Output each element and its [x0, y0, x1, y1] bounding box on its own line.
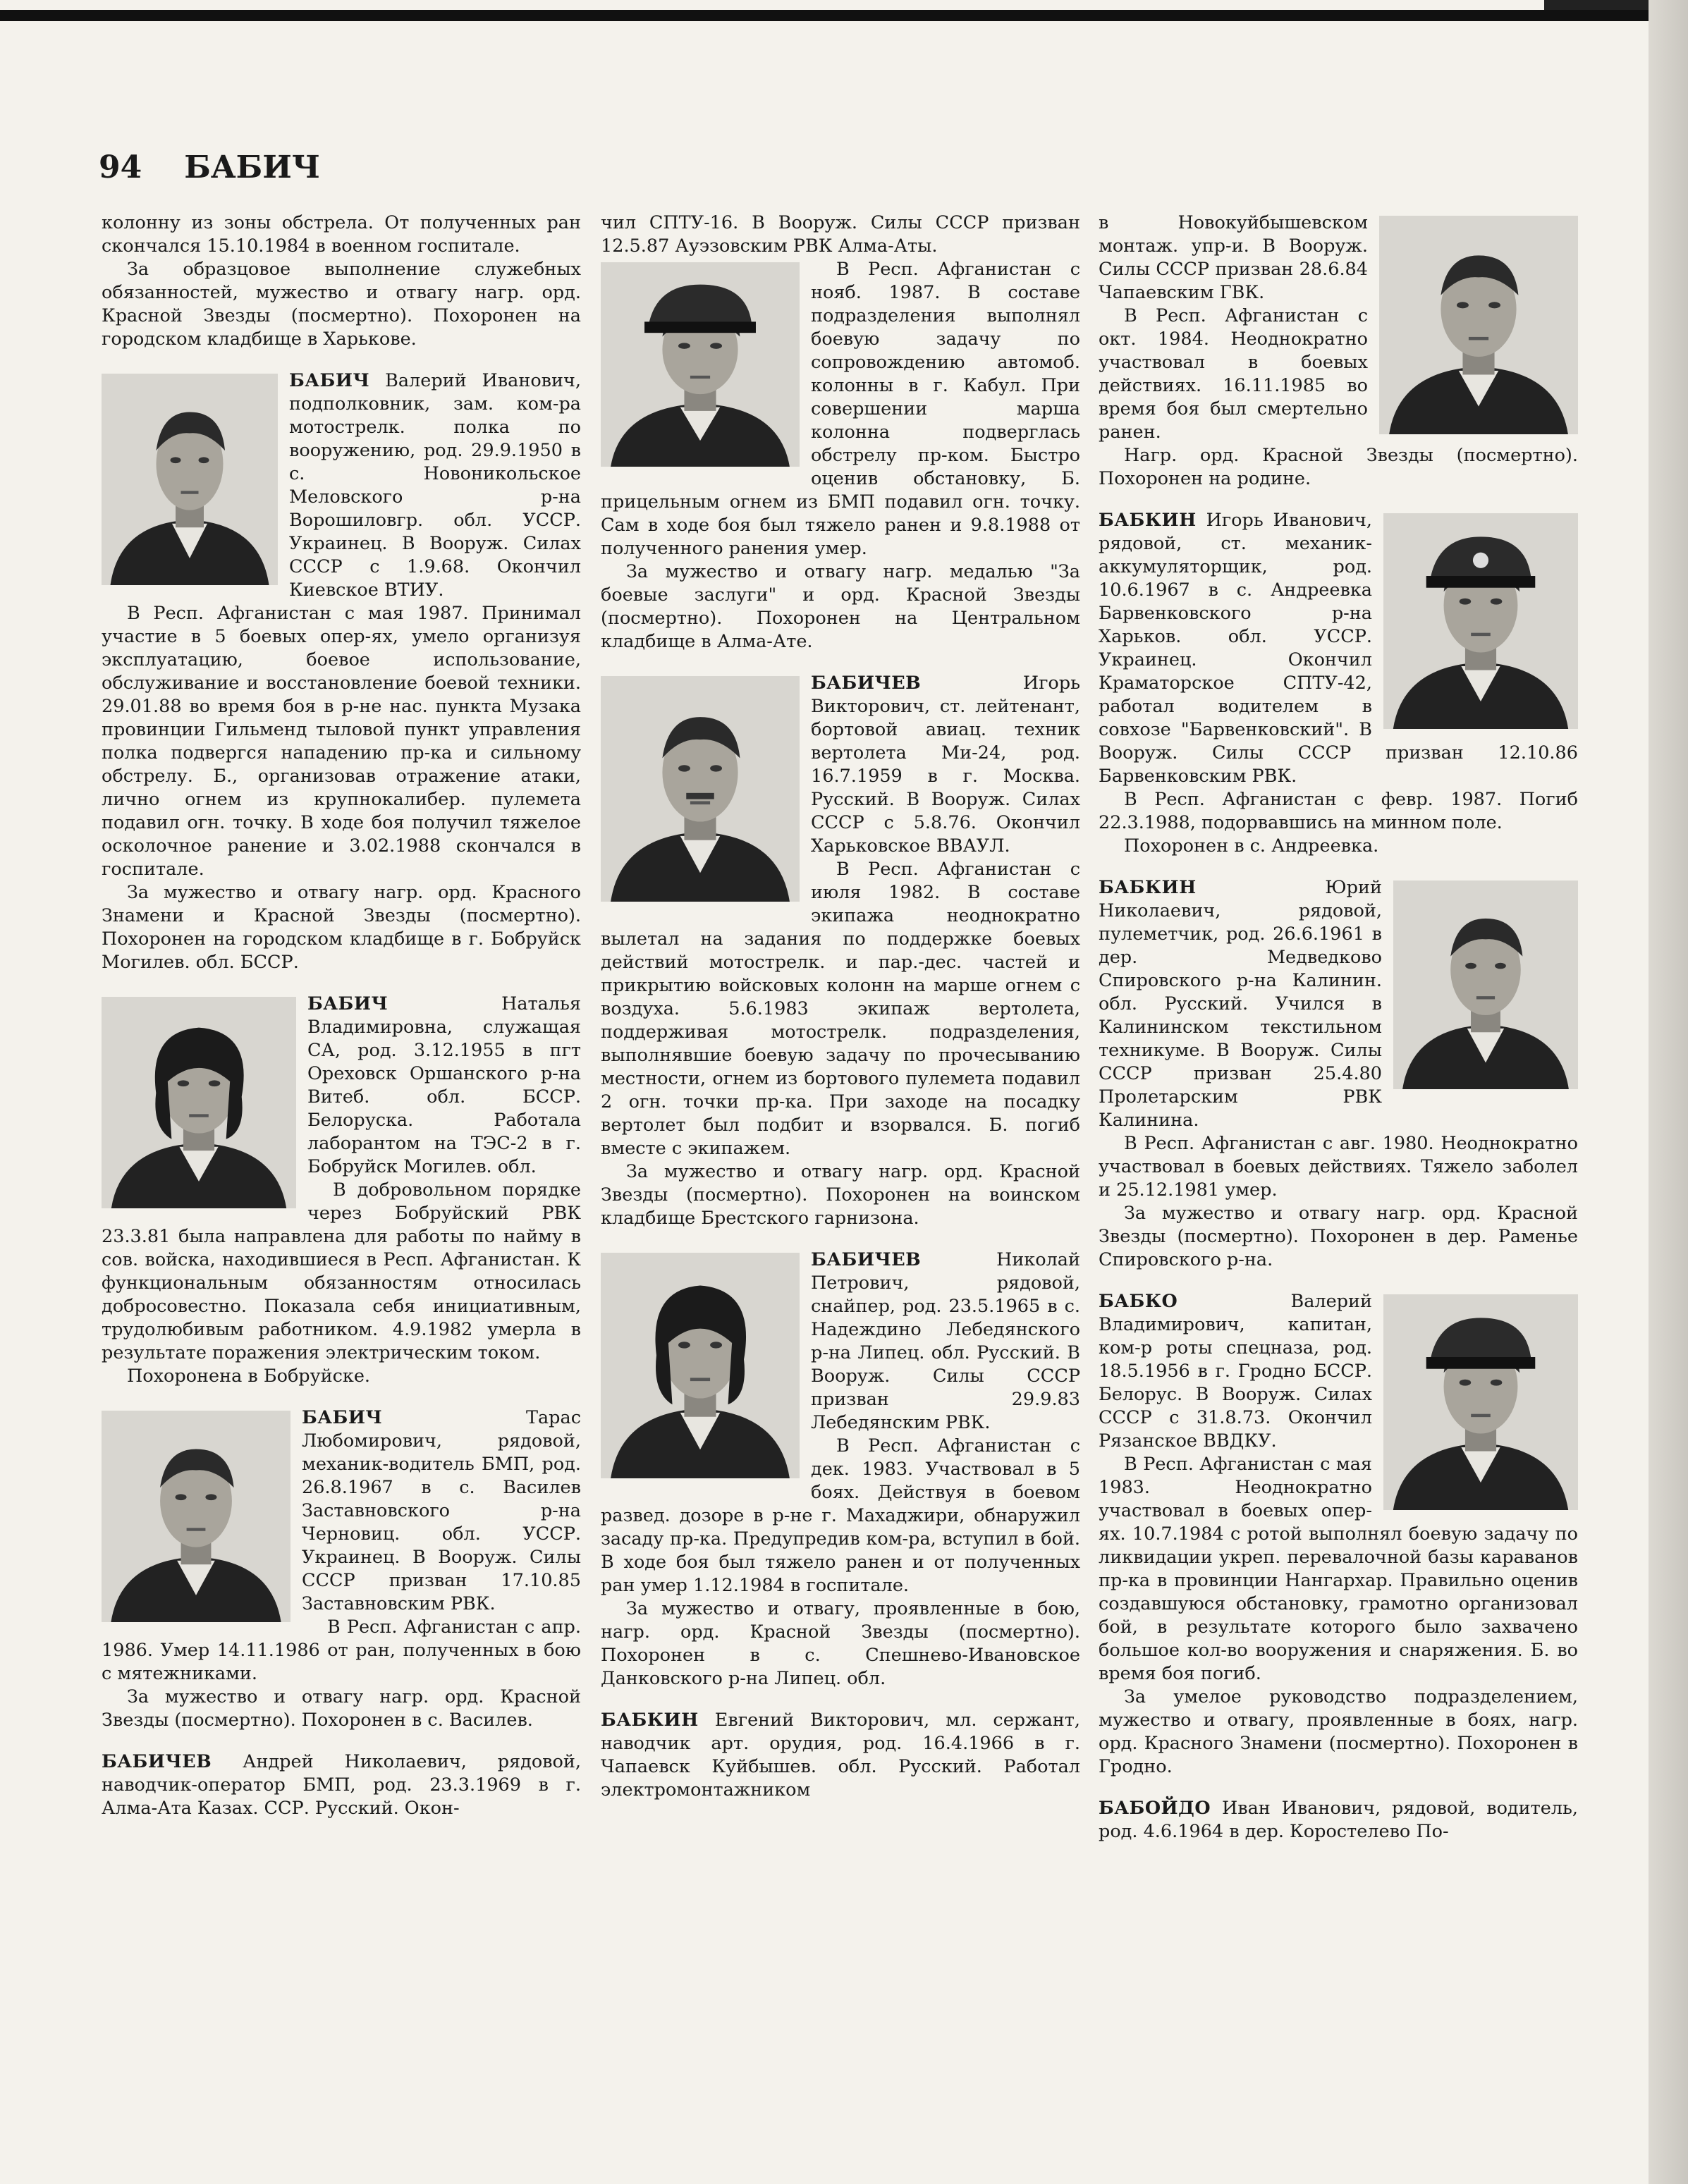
paragraph — [102, 881, 581, 974]
biography-entry — [1099, 1290, 1578, 1453]
entry-text: В Респ. Афганистан с мая 1983. Неоднократно участвовал в боевых опер-ях. 10.7.1984 с ротой выполнял боевую задачу по ликвидации укреп. перевалочной базы караванов пр-ка в провинции Нангархар. Правильно оценив создавшуюся обстановку, грамотно организовал бой, в результате которого было захвачено большое кол-во вооружения и снаряжения. Б. во время боя погиб. — [1099, 1454, 1578, 1684]
biography-entry — [102, 1406, 581, 1616]
paragraph — [601, 858, 1080, 1160]
scan-corner-mark — [1544, 0, 1650, 10]
paragraph — [601, 1160, 1080, 1230]
paragraph — [102, 1616, 581, 1686]
entry-surname: БАБИЧЕВ — [811, 673, 922, 694]
entry-text: Тарас Любомирович, рядовой, механик-водитель БМП, род. 26.8.1967 в с. Василев Заставновского р-на Черновиц. обл. УССР. Украинец. В Вооруж. Силы СССР призван 17.10.85 Заставновским РВК. — [302, 1407, 581, 1614]
paragraph — [1099, 788, 1578, 835]
entry-text: Похоронен в с. Андреевка. — [1124, 835, 1379, 857]
paragraph — [102, 1365, 581, 1388]
entry-surname: БАБОЙДО — [1099, 1798, 1211, 1819]
entry-text: Нагр. орд. Красной Звезды (посмертно). Похоронен на родине. — [1099, 445, 1578, 489]
young-man-photo — [102, 1411, 290, 1622]
paragraph — [102, 258, 581, 351]
paragraph — [601, 258, 1080, 560]
entry-text: За мужество и отвагу нагр. орд. Красной Звезды (посмертно). Похоронен на воинском кладбище Брестского гарнизона. — [601, 1161, 1080, 1229]
continued-paragraph — [1099, 211, 1578, 305]
entry-text: Юрий Николаевич, рядовой, пулеметчик, род. 26.6.1961 в дер. Медведково Спировского р-на Калинин. обл. Русский. Учился в Калининском текстильном техникуме. В Вооруж. Силы СССР призван 25.4.80 Пролетарским РВК Калинина. — [1099, 877, 1382, 1131]
entry-text: В Респ. Афганистан с февр. 1987. Погиб 22.3.1988, подорвавшись на минном поле. — [1099, 789, 1578, 833]
paragraph — [1099, 835, 1578, 858]
paragraph — [1099, 444, 1578, 491]
female-photo — [102, 997, 296, 1208]
entry-text: Николай Петрович, рядовой, снайпер, род. 23.5.1965 в с. Надеждино Лебедянского р-на Липец. обл. Русский. В Вооруж. Силы СССР призван 29.9.83 Лебедянским РВК. — [811, 1249, 1080, 1433]
continued-paragraph — [102, 211, 581, 258]
entry-text: Евгений Викторович, мл. сержант, наводчик арт. орудия, род. 16.4.1966 в г. Чапаевск Куйбышев. обл. Русский. Работал электромонтажником — [601, 1710, 1081, 1800]
young-soldier-photo — [1379, 216, 1578, 434]
biography-entry — [102, 993, 581, 1179]
biography-entry — [601, 1249, 1080, 1435]
entry-text: В Респ. Афганистан с нояб. 1987. В составе подразделения выполнял боевую задачу по сопровождению автомоб. колонны в г. Кабул. При совершении марша колонна подверглась обстрелу пр-ком. Быстро оценив обстановку, Б. прицельным огнем из БМП подавил огн. точку. Сам в ходе боя был тяжело ранен и 9.8.1988 от полученного ранения умер. — [601, 259, 1080, 559]
paragraph — [1099, 1686, 1578, 1779]
entry-text: В Респ. Афганистан с июля 1982. В составе экипажа неоднократно вылетал на задания по поддержке боевых действий мотострелк. и пар.-дес. частей и прикрытию войсковых колонн на марше огнем с воздуха. 5.6.1983 экипаж вертолета, поддерживая мотострелк. подразделения, выполнявшие боевую задачу по прочесыванию местности, огнем из бортового пулемета подавил 2 огн. точки пр-ка. При заходе на посадку вертолет был подбит и взорвался. Б. погиб вместе с экипажем. — [601, 859, 1080, 1159]
biography-entry — [601, 1709, 1080, 1802]
paragraph — [1099, 1132, 1578, 1202]
captain-photo — [1383, 1294, 1578, 1510]
entry-text: За умелое руководство подразделением, мужество и отвагу, проявленные в боях, нагр. орд. Красного Знамени (посмертно). Похоронен в Гродно. — [1099, 1686, 1578, 1777]
page-number: 94 — [99, 149, 142, 185]
entry-text: в Новокуйбышевском монтаж. упр-и. В Вооруж. Силы СССР призван 28.6.84 Чапаевским ГВК. — [1099, 212, 1368, 303]
mustache-officer-photo — [601, 676, 800, 902]
text-column-3 — [1099, 211, 1578, 1843]
entry-text: За мужество и отвагу нагр. орд. Красной Звезды (посмертно). Похоронен в дер. Раменье Спировского р-на. — [1099, 1203, 1578, 1270]
entry-surname: БАБИЧ — [307, 993, 389, 1014]
biography-entry — [1099, 1797, 1578, 1843]
running-header — [99, 149, 320, 192]
biography-entry — [601, 672, 1080, 858]
entry-text: Валерий Иванович, подполковник, зам. ком-ра мотострелк. полка по вооружению, род. 29.9.1950 в с. Новоникольское Меловского р-на Ворошиловгр. обл. УССР. Украинец. В Вооруж. Силах СССР с 1.9.68. Окончил Киевское ВТИУ. — [289, 370, 581, 601]
entry-text: За мужество и отвагу, проявленные в бою, нагр. орд. Красной Звезды (посмертно). Похоронен в с. Спешнево-Ивановское Данковского р-на Липец. обл. — [601, 1598, 1080, 1689]
page-edge-shadow — [1649, 0, 1688, 2184]
entry-text: За мужество и отвагу нагр. орд. Красного Знамени и Красной Звезды (посмертно). Похоронен на городском кладбище в г. Бобруйск Могилев. обл. БССР. — [102, 882, 581, 973]
paragraph — [102, 1686, 581, 1732]
headword: БАБИЧ — [184, 149, 321, 185]
page-top-rule — [0, 10, 1650, 21]
entry-text: В Респ. Афганистан с авг. 1980. Неоднократно участвовал в боевых действиях. Тяжело заболел и 25.12.1981 умер. — [1099, 1133, 1578, 1201]
entry-text: В Респ. Афганистан с апр. 1986. Умер 14.11.1986 от ран, полученных в бою с мятежниками. — [102, 1616, 581, 1684]
entry-surname: БАБКИН — [1099, 877, 1197, 898]
entry-text: За мужество и отвагу нагр. медалью "За боевые заслуги" и орд. Красной Звезды (посмертно). Похоронен на Центральном кладбище в Алма-Ате. — [601, 561, 1080, 652]
entry-text: Игорь Иванович, рядовой, ст. механик-аккумуляторщик, род. 10.6.1967 в с. Андреевка Барвенковского р-на Харьков. обл. УССР. Украинец. Окончил Краматорское СПТУ-42, работал водителем в совхозе "Барвенковский". В Вооруж. Силы СССР призван 12.10.86 Барвенковским РВК. — [1099, 510, 1578, 787]
paragraph — [1099, 1202, 1578, 1272]
entry-text: колонну из зоны обстрела. От полученных ран скончался 15.10.1984 в военном госпитале. — [102, 212, 581, 257]
text-column-2 — [601, 211, 1080, 1802]
entry-text: За мужество и отвагу нагр. орд. Красной Звезды (посмертно). Похоронен в с. Василев. — [102, 1686, 581, 1731]
paragraph — [601, 1597, 1080, 1691]
biography-entry — [1099, 509, 1578, 788]
entry-text: В Респ. Афганистан с мая 1987. Принимал участие в 5 боевых опер-ях, умело организуя эксплуатацию, боевое использование, обслуживание и восстановление боевой техники. 29.01.88 во время боя в р-не нас. пункта Музака провинции Гильменд тыловой пункт управления полка подвергся нападению пр-ка и сильному обстрелу. Б., организовав отражение атаки, лично огнем из крупнокалибер. пулемета подавил огн. точку. В ходе боя получил тяжелое осколочное ранение и 3.02.1988 скончался в госпитале. — [102, 603, 581, 880]
entry-text: Наталья Владимировна, служащая СА, род. 3.12.1955 в пгт Ореховск Оршанского р-на Витеб. обл. БССР. Белоруска. Работала лаборантом на ТЭС-2 в г. Бобруйск Могилев. обл. — [307, 993, 581, 1177]
entry-text: В Респ. Афганистан с окт. 1984. Неоднократно участвовал в боевых действиях. 16.11.1985 во время боя был смертельно ранен. — [1099, 305, 1368, 443]
continued-paragraph — [601, 211, 1080, 258]
entry-surname: БАБИЧЕВ — [811, 1249, 922, 1270]
civilian-youth-photo — [1393, 881, 1578, 1089]
entry-text: чил СПТУ-16. В Вооруж. Силы СССР призван 12.5.87 Ауэзовским РВК Алма-Аты. — [601, 212, 1080, 257]
entry-text: В Респ. Афганистан с дек. 1983. Участвовал в 5 боях. Действуя в боевом развед. дозоре в р-не г. Махаджири, обнаружил засаду пр-ка. Предупредив ком-ра, вступил в бой. В ходе боя был тяжело ранен и от полученных ран умер 1.12.1984 в госпитале. — [601, 1435, 1080, 1596]
text-column-1 — [102, 211, 581, 1820]
entry-surname: БАБКО — [1099, 1291, 1178, 1312]
entry-text: Игорь Викторович, ст. лейтенант, бортовой авиац. техник вертолета Ми-24, род. 16.7.1959 в г. Москва. Русский. В Вооруж. Силах СССР с 5.8.76. Окончил Харьковское ВВАУЛ. — [811, 673, 1080, 857]
entry-text: Валерий Владимирович, капитан, ком-р роты спецназа, род. 18.5.1956 в г. Гродно БССР. Белорус. В Вооруж. Силах СССР с 31.8.73. Окончил Рязанское ВВДКУ. — [1099, 1291, 1372, 1452]
paragraph — [102, 602, 581, 881]
biography-entry — [102, 369, 581, 602]
entry-text: Иван Иванович, рядовой, водитель, род. 4.6.1964 в дер. Коростелево По- — [1099, 1798, 1579, 1842]
entry-surname: БАБКИН — [1099, 510, 1197, 531]
entry-text: За образцовое выполнение служебных обязанностей, мужество и отвагу нагр. орд. Красной Звезды (посмертно). Похоронен на городском кладбище в Харькове. — [102, 259, 581, 350]
entry-surname: БАБКИН — [601, 1710, 699, 1731]
soldier-star-cap-photo — [1383, 513, 1578, 729]
long-hair-man-photo — [601, 1253, 800, 1478]
paragraph — [601, 560, 1080, 654]
biography-entry — [1099, 876, 1578, 1132]
entry-surname: БАБИЧ — [302, 1407, 383, 1428]
biography-entry — [102, 1750, 581, 1820]
male-officer-photo — [102, 374, 278, 585]
entry-surname: БАБИЧ — [289, 370, 370, 391]
entry-text: Андрей Николаевич, рядовой, наводчик-оператор БМП, род. 23.3.1969 в г. Алма-Ата Казах. ССР. Русский. Окон- — [102, 1751, 581, 1819]
entry-surname: БАБИЧЕВ — [102, 1751, 212, 1772]
entry-text: Похоронена в Бобруйске. — [127, 1366, 371, 1387]
soldier-cap-photo — [601, 262, 800, 467]
entry-text: В добровольном порядке через Бобруйский РВК 23.3.81 была направлена для работы по найму в сов. войска, находившиеся в Респ. Афганистан. К функциональным обязанностям относилась добросовестно. Показала себя инициативным, трудолюбивым работником. 4.9.1982 умерла в результате поражения электрическим током. — [102, 1179, 581, 1363]
